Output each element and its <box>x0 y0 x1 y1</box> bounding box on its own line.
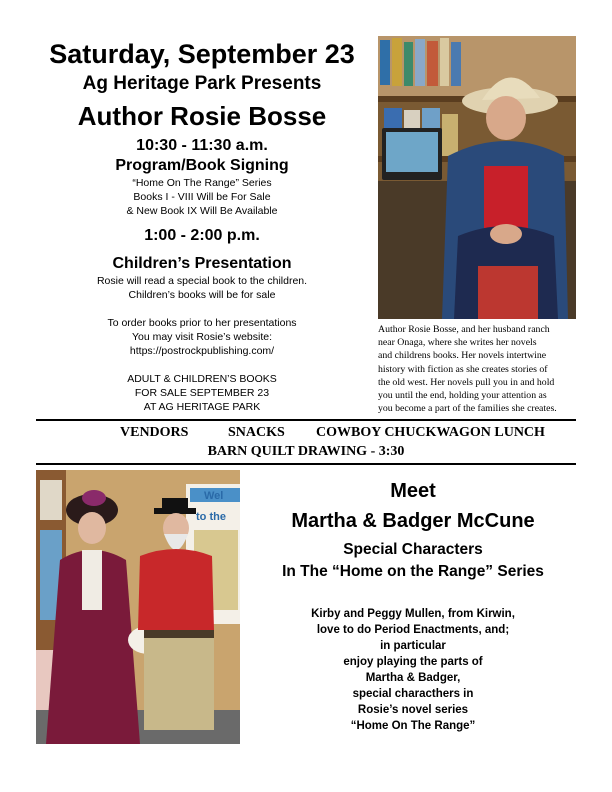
meet-body-line: Rosie’s novel series <box>357 704 469 716</box>
meet-body-line: love to do Period Enactments, and; <box>316 624 510 636</box>
session1-time: 10:30 - 11:30 a.m. <box>136 137 268 154</box>
characters-photo <box>36 470 240 744</box>
meet-body-line: “Home On The Range” <box>350 720 476 732</box>
author-heading: Author Rosie Bosse <box>77 101 327 131</box>
caption-line: near Onaga, where she writes her novels <box>378 337 537 349</box>
characters-name: Martha & Badger McCune <box>291 510 535 532</box>
meet-body-line: enjoy playing the parts of <box>343 656 483 668</box>
banner-item-snacks: SNACKS <box>228 425 285 440</box>
meet-body-line: Martha & Badger, <box>365 672 461 684</box>
session2-line: Children’s books will be for sale <box>128 289 276 301</box>
meet-body-line: Kirby and Peggy Mullen, from Kirwin, <box>311 608 515 620</box>
author-photo <box>378 36 576 319</box>
author-photo-illustration <box>378 36 576 319</box>
sale-line: AT AG HERITAGE PARK <box>143 401 261 413</box>
session1-line: & New Book IX Will Be Available <box>126 205 278 217</box>
event-details <box>36 38 368 414</box>
caption-line: history with fiction as she creates stories of <box>378 363 548 375</box>
meet-section <box>248 478 578 734</box>
barn-quilt-line: BARN QUILT DRAWING - 3:30 <box>207 444 405 459</box>
meet-subtitle: Special Characters <box>343 541 483 558</box>
order-line: You may visit Rosie’s website: <box>131 331 273 343</box>
session2-title: Children’s Presentation <box>112 255 292 272</box>
banner-item-vendors: VENDORS <box>120 425 189 440</box>
meet-body-line: in particular <box>380 640 446 652</box>
session1-line: “Home On The Range” Series <box>132 177 272 189</box>
meet-body-line: special characthers in <box>352 688 474 700</box>
order-line: To order books prior to her presentations <box>107 317 297 329</box>
author-caption <box>378 323 578 415</box>
divider-top <box>36 419 576 421</box>
meet-subtitle: In The “Home on the Range” Series <box>282 563 544 580</box>
session2-time: 1:00 - 2:00 p.m. <box>144 227 260 244</box>
session2-line: Rosie will read a special book to the children. <box>96 275 308 287</box>
session1-line: Books I - VIII Will be For Sale <box>133 191 271 203</box>
divider-bottom <box>36 463 576 465</box>
caption-line: you become a part of the families she creates. <box>378 403 557 415</box>
characters-photo-illustration <box>36 470 240 744</box>
presenter-line: Ag Heritage Park Presents <box>82 73 322 94</box>
meet-title: Meet <box>390 480 436 502</box>
session1-title: Program/Book Signing <box>115 157 289 174</box>
sign-text: Wel <box>204 490 224 502</box>
sale-line: FOR SALE SEPTEMBER 23 <box>134 387 270 399</box>
caption-line: and childrens books. Her novels intertwine <box>378 350 547 362</box>
caption-line: the old west. Her novels pull you in and hold <box>378 376 555 388</box>
event-date: Saturday, September 23 <box>49 39 355 69</box>
sign-text: to the <box>196 511 226 523</box>
activities-banner <box>36 423 576 443</box>
caption-line: Author Rosie Bosse, and her husband ranch <box>378 324 550 335</box>
website-link[interactable]: https://postrockpublishing.com/ <box>129 345 275 357</box>
sale-line: ADULT & CHILDREN’S BOOKS <box>127 373 277 385</box>
banner-item-lunch: COWBOY CHUCKWAGON LUNCH <box>316 425 545 440</box>
caption-line: you until the end, holding your attention as <box>378 390 547 402</box>
